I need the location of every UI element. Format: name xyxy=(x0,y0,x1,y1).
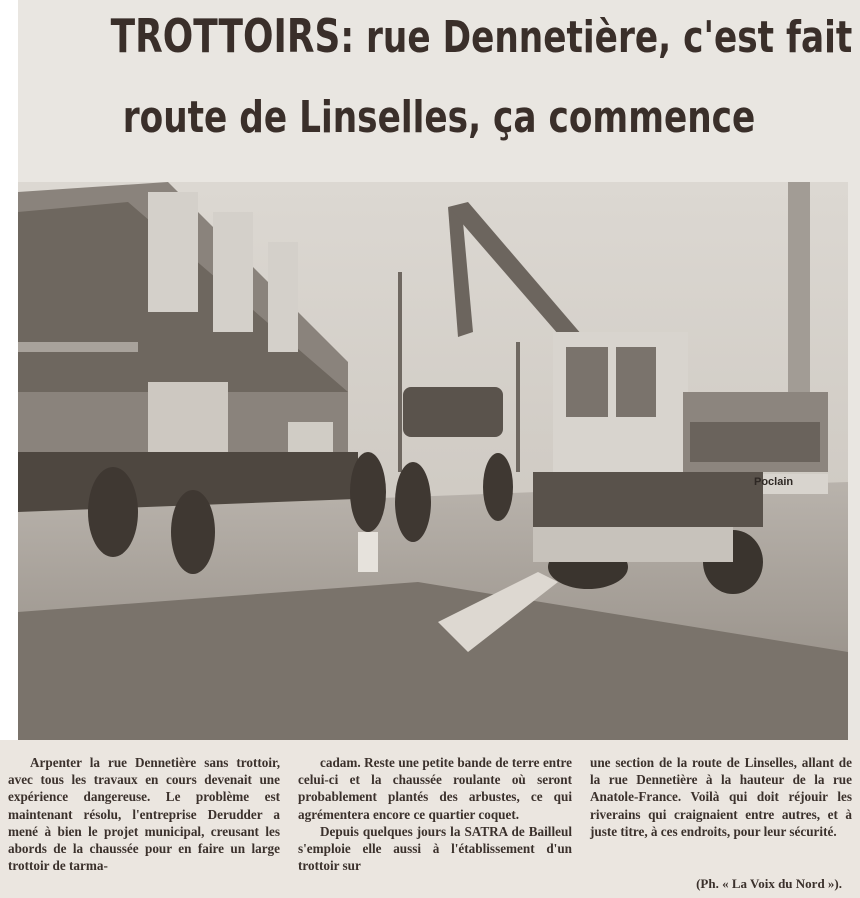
brand-sign: Poclain xyxy=(754,476,794,488)
headline-keyword: TROTTOIRS xyxy=(110,9,341,63)
sign-board xyxy=(358,532,378,572)
news-photo xyxy=(18,182,848,740)
column-2-paragraph-2: Depuis quelques jours la SATRA de Bailleul s'emploie elle aussi à l'établissement d'un trottoir sur xyxy=(298,823,572,874)
utility-pole xyxy=(398,272,402,472)
utility-pole-2 xyxy=(516,342,520,472)
article-column-3 xyxy=(590,754,852,840)
headline xyxy=(18,0,860,180)
article-column-1 xyxy=(8,754,280,874)
photo-illustration xyxy=(18,182,848,740)
column-1-paragraph: Arpenter la rue Dennetière sans trottoir, avec tous les travaux en cours devenait une expérience dangereuse. Le problème est maintenant résolu, l'entreprise Derudder a mené à bien le projet municipal, creusant les abords de la chaussée pour en faire un large trottoir de tarma- xyxy=(8,755,280,874)
article-body xyxy=(0,740,860,898)
column-2-paragraph-1: cadam. Reste une petite bande de terre entre celui-ci et la chaussée roulante où seront probablement plantés des arbustes, ce qui agrémentera encore ce quartier coquet. xyxy=(298,755,572,822)
headline-line-1-rest: : rue Dennetière, c'est fait xyxy=(340,12,853,63)
headline-line-2: route de Linselles, ça commence xyxy=(122,92,756,143)
headline-line-1 xyxy=(110,6,853,68)
factory-chimney xyxy=(788,182,810,392)
photo-credit: (Ph. « La Voix du Nord »). xyxy=(696,876,842,891)
article-column-2 xyxy=(298,754,572,874)
column-3-paragraph: une section de la route de Linselles, allant de la rue Dennetière à la hauteur de la rue Anatole-France. Voilà qui doit réjouir les riverains qui craignaient entre autres, et à juste titre, à ces endroits, pour leur sécurité. xyxy=(590,755,852,839)
